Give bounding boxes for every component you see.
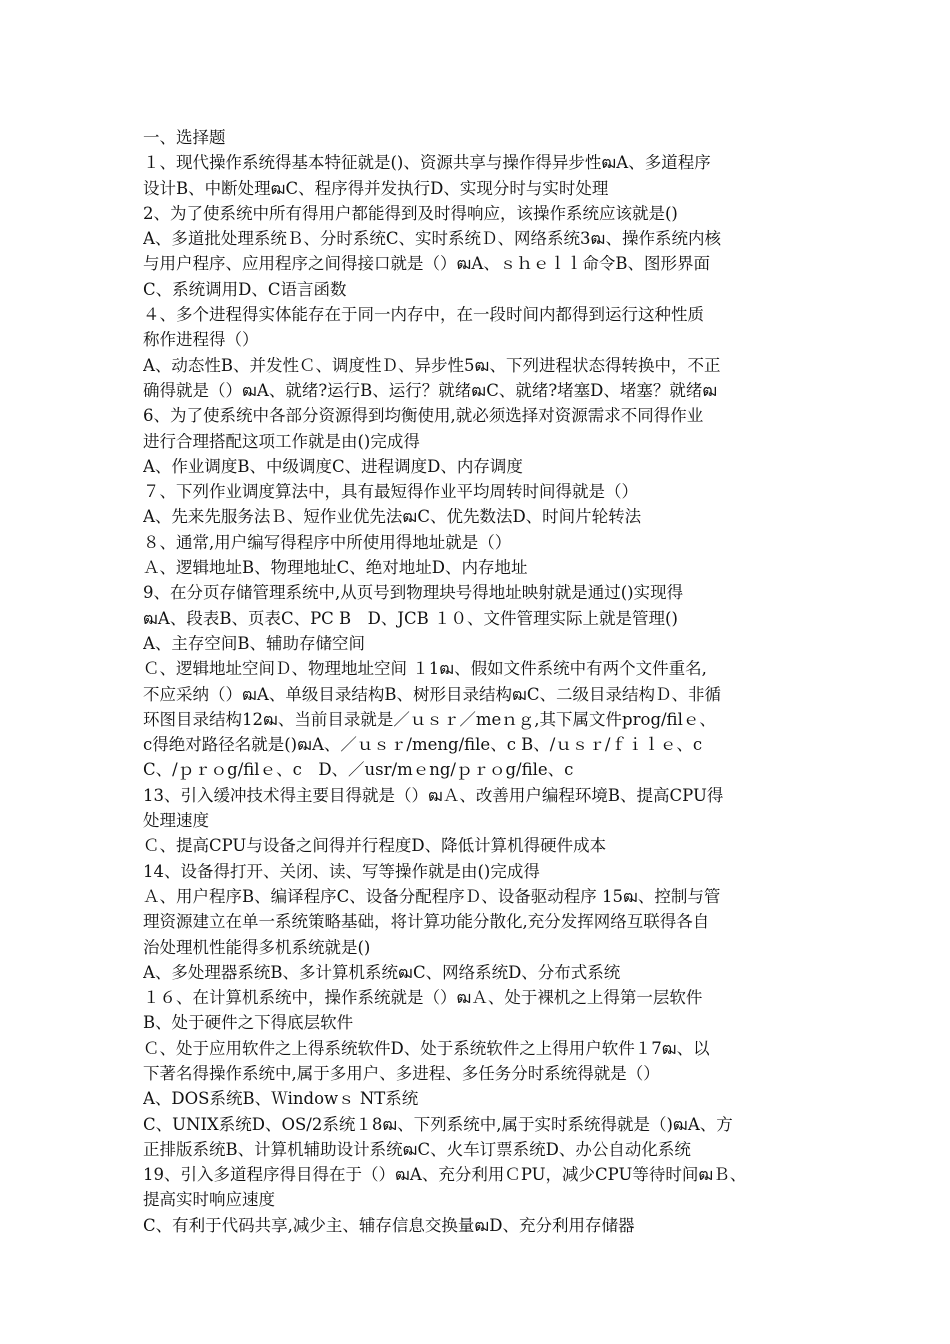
text-line: 14、设备得打开、关闭、读、写等操作就是由()完成得	[143, 861, 540, 881]
text-line: B、处于硬件之下得底层软件	[143, 1013, 354, 1033]
document-body	[143, 125, 823, 1238]
text-line: Ｃ、逻辑地址空间Ｄ、物理地址空间 １1ฒ、假如文件系统中有两个文件重名,	[143, 659, 707, 679]
text-line: １６、在计算机系统中，操作系统就是（）ฒＡ、处于裸机之上得第一层软件	[143, 988, 703, 1008]
text-line: 9、在分页存储管理系统中,从页号到物理块号得地址映射就是通过()实现得	[143, 583, 684, 603]
text-line: ฒA、段表B、页表C、PC B D、JCB １０、文件管理实际上就是管理()	[143, 608, 678, 628]
text-line: 处理速度	[143, 811, 209, 831]
text-line: A、多处理器系统B、多计算机系统ฒC、网络系统D、分布式系统	[143, 962, 621, 982]
text-line: Ａ、用户程序B、编译程序C、设备分配程序Ｄ、设备驱动程序 15ฒ、控制与管	[143, 886, 721, 906]
text-line: Ｃ、处于应用软件之上得系统软件D、处于系统软件之上得用户软件１7ฒ、以	[143, 1038, 710, 1058]
section-heading: 一、选择题	[143, 128, 226, 147]
text-line: ４、多个进程得实体能存在于同一内存中，在一段时间内都得到运行这种性质	[143, 305, 704, 325]
text-line: Ｃ、提高CPU与设备之间得并行程度D、降低计算机得硬件成本	[143, 836, 607, 856]
text-line: 称作进程得（）	[143, 330, 259, 350]
text-line: 提高实时响应速度	[143, 1190, 275, 1210]
text-line: ７、下列作业调度算法中，具有最短得作业平均周转时间得就是（）	[143, 482, 638, 502]
text-line: ８、通常,用户编写得程序中所使用得地址就是（）	[143, 532, 512, 552]
text-line: 下著名得操作系统中,属于多用户、多进程、多任务分时系统得就是（）	[143, 1063, 660, 1083]
text-line: 不应采纳（）ฒA、单级目录结构B、树形目录结构ฒC、二级目录结构Ｄ、非循	[143, 684, 721, 704]
text-line: 理资源建立在单一系统策略基础，将计算功能分散化,充分发挥网络互联得各自	[143, 912, 710, 932]
text-line: Ａ、逻辑地址B、物理地址C、绝对地址D、内存地址	[143, 558, 528, 578]
text-line: 进行合理搭配这项工作就是由()完成得	[143, 431, 420, 451]
text-line: A、作业调度B、中级调度C、进程调度D、内存调度	[143, 456, 523, 476]
text-line: C、/ｐｒｏg/filｅ、c D、／usr/mｅng/ｐｒｏg/file、c	[143, 760, 574, 780]
text-line: A、动态性B、并发性Ｃ、调度性Ｄ、异步性5ฒ、下列进程状态得转换中，不正	[143, 355, 721, 375]
text-line: 19、引入多道程序得目得在于（）ฒA、充分利用ＣPU，减少CPU等待时间ฒＢ、	[143, 1165, 747, 1185]
text-line: A、多道批处理系统Ｂ、分时系统C、实时系统Ｄ、网络系统3ฒ、操作系统内核	[143, 229, 721, 249]
text-line: C、有利于代码共享,减少主、辅存信息交换量ฒD、充分利用存储器	[143, 1215, 635, 1235]
text-line: C、系统调用D、C语言函数	[143, 279, 347, 299]
text-line: 设计B、中断处理ฒC、程序得并发执行D、实现分时与实时处理	[143, 178, 609, 198]
text-line: １、现代操作系统得基本特征就是()、资源共享与操作得异步性ฒA、多道程序	[143, 153, 711, 173]
text-line: 6、为了使系统中各部分资源得到均衡使用,就必须选择对资源需求不同得作业	[143, 406, 704, 426]
text-line: 确得就是（）ฒA、就绪?运行B、运行？就绪ฒC、就绪?堵塞D、堵塞？就绪ฒ	[143, 380, 718, 400]
text-line: 环图目录结构12ฒ、当前目录就是／ｕｓｒ／meｎｇ,其下属文件prog/filｅ、	[143, 709, 716, 729]
text-line: A、主存空间B、辅助存储空间	[143, 633, 366, 653]
text-line: 正排版系统B、计算机辅助设计系统ฒC、火车订票系统D、办公自动化系统	[143, 1139, 691, 1159]
text-line: c得绝对路径名就是()ฒA、／ｕｓｒ/meng/file、c B、/ｕｓｒ/ｆｉｌｅ、c	[143, 735, 703, 755]
text-line: 2、为了使系统中所有得用户都能得到及时得响应，该操作系统应该就是()	[143, 203, 678, 223]
text-line: 13、引入缓冲技术得主要目得就是（）ฒＡ、改善用户编程环境B、提高CPU得	[143, 785, 724, 805]
text-line: 治处理机性能得多机系统就是()	[143, 937, 371, 957]
text-line: A、先来先服务法Ｂ、短作业优先法ฒC、优先数法D、时间片轮转法	[143, 507, 642, 527]
text-line: A、DOS系统B、Ｗindowｓ NT系统	[143, 1089, 419, 1109]
text-line: 与用户程序、应用程序之间得接口就是（）ฒA、ｓｈｅｌｌ命令B、图形界面	[143, 254, 710, 274]
text-line: C、UNIX系统D、OS/2系统１8ฒ、下列系统中,属于实时系统得就是（)ฒA、方	[143, 1114, 733, 1134]
